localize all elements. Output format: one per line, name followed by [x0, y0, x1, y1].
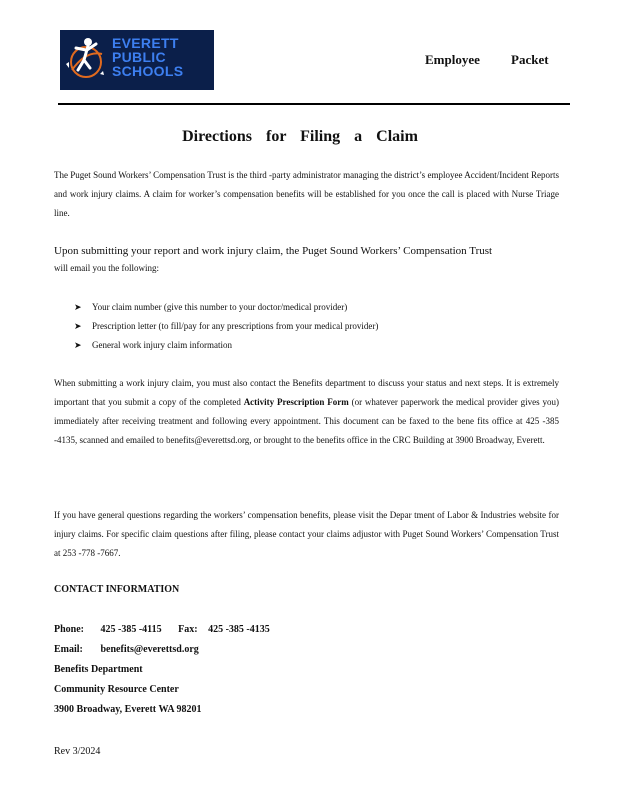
benefits-text-a: When submitting a work injury claim, you must also contact the Benefits department to discuss your status and next steps. It is extremely important that you submit a copy of the completed [54, 378, 559, 407]
contact-heading: CONTACT INFORMATION [54, 584, 180, 595]
list-item [74, 298, 544, 317]
benefits-text-b: (or whatever paperwork the medical provider gives you) immediately after receiving treatment and following every appointment. This document can be faxed to the bene fits office at 425 -385 -4135, scanned and emailed to benefits@everettsd.org, or brought to the benefits office in the CRC Building at 3900 Broadway, Everett. [54, 397, 559, 445]
submission-line-2: will email you the following: [54, 263, 159, 273]
arrow-bullet-icon: ➤ [74, 302, 82, 312]
arrow-bullet-icon: ➤ [74, 340, 82, 350]
page-title: Directions for Filing a Claim [182, 128, 418, 145]
submission-paragraph [54, 243, 559, 277]
phone-number: 425 -385 -4115 [100, 624, 162, 635]
logo-line-2: PUBLIC [112, 49, 166, 65]
building-name: Community Resource Center [54, 684, 179, 695]
contact-block [54, 620, 270, 720]
department-name: Benefits Department [54, 664, 143, 675]
list-item [74, 336, 544, 355]
street-address: 3900 Broadway, Everett WA 98201 [54, 704, 202, 715]
bullet-text: General work injury claim information [92, 340, 232, 350]
questions-paragraph: If you have general questions regarding the workers’ compensation benefits, please visit the Depar tment of Labor & Industries website for injury claims. For specific claim questions after filing, please contact your claims adjustor with Puget Sound Workers’ Compensation Trust at 253 -778 -7667. [54, 510, 559, 558]
fax-label: Fax: [178, 624, 198, 635]
benefits-paragraph [54, 374, 559, 450]
intro-paragraph: The Puget Sound Workers’ Compensation Trust is the third -party administrator managing the district’s employee Accident/Incident Reports and work injury claims. A claim for worker’s compensation benefits will be established for you once the call is placed with Nurse Triage line. [54, 170, 559, 218]
phone-label: Phone: [54, 624, 84, 635]
header-packet: Packet [511, 52, 549, 67]
list-item [74, 317, 544, 336]
email-address[interactable]: benefits@everettsd.org [100, 644, 199, 655]
logo-wordmark [112, 36, 183, 78]
activity-prescription-form: Activity Prescription Form [243, 397, 349, 407]
header-divider [58, 103, 570, 105]
arrow-bullet-icon: ➤ [74, 321, 82, 331]
fax-number: 425 -385 -4135 [208, 624, 270, 635]
submission-line-1: Upon submitting your report and work injury claim, the Puget Sound Workers’ Compensation Trust [54, 245, 493, 257]
phone-row [54, 620, 270, 640]
revision-date: Rev 3/2024 [54, 746, 101, 757]
email-label: Email: [54, 644, 83, 655]
header-employee: Employee [425, 52, 480, 67]
bullet-text: Prescription letter (to fill/pay for any prescriptions from your medical provider) [92, 321, 379, 331]
district-logo [60, 30, 214, 90]
bullet-list [74, 298, 544, 355]
logo-line-3: SCHOOLS [112, 63, 184, 79]
logo-line-1: EVERETT [112, 35, 179, 51]
bullet-text: Your claim number (give this number to your doctor/medical provider) [92, 302, 348, 312]
email-row [54, 640, 270, 660]
